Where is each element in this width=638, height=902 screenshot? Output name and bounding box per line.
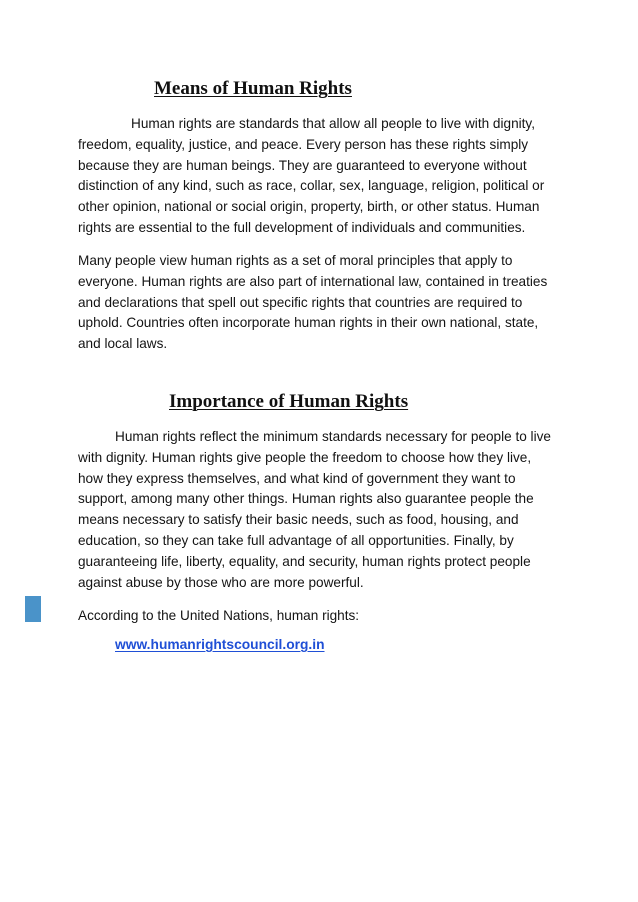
- text-line: According to the United Nations, human rights:: [78, 608, 360, 623]
- text-line: Many people view human rights as a set of moral principles that apply to: [78, 253, 513, 268]
- blue-marker-block: [25, 596, 41, 622]
- heading-importance-of-human-rights: Importance of Human Rights: [169, 391, 409, 412]
- text-line: Human rights are standards that allow all people to live with dignity,: [131, 116, 535, 131]
- text-line: guaranteeing life, liberty, equality, and security, human rights protect people: [78, 553, 531, 569]
- text-line: with dignity. Human rights give people the freedom to choose how they live,: [78, 449, 532, 465]
- text-line: uphold. Countries often incorporate human rights in their own national, state,: [78, 315, 539, 331]
- paragraph-moral-principles: [78, 251, 564, 355]
- text-line: because they are human beings. They are guaranteed to everyone without: [78, 157, 527, 173]
- paragraph-importance: [78, 427, 564, 593]
- paragraph-definition: [78, 114, 564, 239]
- human-rights-council-link[interactable]: www.humanrightscouncil.org.in: [115, 637, 325, 652]
- text-line: other opinion, national or social origin, property, birth, or other status. Human: [78, 199, 540, 215]
- text-line: Human rights reflect the minimum standards necessary for people to live: [115, 429, 551, 444]
- paragraph-united-nations: [78, 606, 564, 627]
- text-line: rights are essential to the full development of individuals and communities.: [78, 219, 526, 235]
- text-line: everyone. Human rights are also part of international law, contained in treaties: [78, 273, 548, 289]
- heading-means-of-human-rights: Means of Human Rights: [154, 78, 352, 99]
- text-line: support, among many other things. Human rights also guarantee people the: [78, 491, 534, 507]
- text-line: freedom, equality, justice, and peace. Every person has these rights simply: [78, 136, 529, 152]
- text-line: how they express themselves, and what kind of government they want to: [78, 470, 516, 486]
- text-line: against abuse by those who are more powerful.: [78, 574, 364, 590]
- text-line: and declarations that spell out specific rights that countries are required to: [78, 294, 523, 310]
- text-line: education, so they can take full advantage of all opportunities. Finally, by: [78, 532, 514, 548]
- text-line: and local laws.: [78, 336, 168, 352]
- text-line: means necessary to satisfy their basic needs, such as food, housing, and: [78, 512, 519, 528]
- text-line: distinction of any kind, such as race, collar, sex, language, religion, political or: [78, 178, 545, 194]
